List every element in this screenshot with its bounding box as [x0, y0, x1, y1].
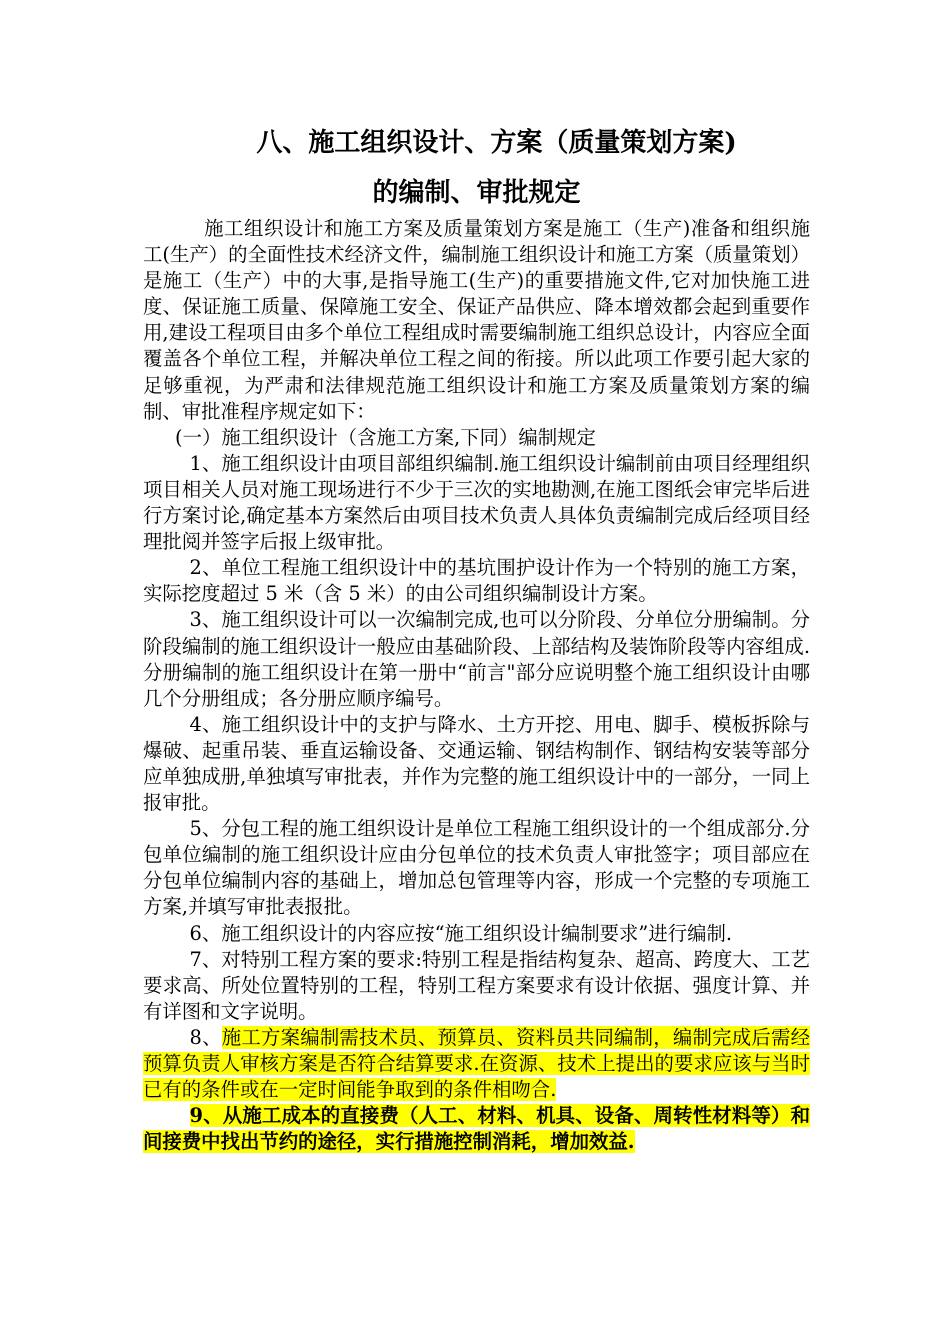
list-item: 2、单位工程施工组织设计中的基坑围护设计作为一个特别的施工方案，实际挖度超过 5 米（含 5 米）的由公司组织编制设计方案。	[143, 556, 810, 606]
document-page	[143, 128, 810, 1155]
document-body	[143, 216, 810, 1155]
document-title-line2: 的编制、审批规定	[372, 178, 581, 208]
item9-highlighted-text: 9、从施工成本的直接费（人工、材料、机具、设备、周转性材料等）和间接费中找出节约的途径，实行措施控制消耗，增加效益.	[143, 1104, 810, 1154]
item8-highlighted-text: 施工方案编制需技术员、预算员、资料员共同编制，编制完成后需经预算负责人审核方案是否符合结算要求.在资源、技术上提出的要求应该与当时已有的条件或在一定时间能争取到的条件相吻合.	[143, 1025, 811, 1102]
document-title-line1: 八、施工组织设计、方案（质量策划方案)	[256, 128, 737, 158]
list-item-highlighted	[143, 1025, 810, 1103]
list-item: 7、对特别工程方案的要求:特别工程是指结构复杂、超高、跨度大、工艺要求高、所处位置特别的工程，特别工程方案要求有设计依据、强度计算、并有详图和文字说明。	[143, 947, 810, 1023]
section-heading: (一）施工组织设计（含施工方案,下同）编制规定	[175, 425, 596, 449]
list-item: 6、施工组织设计的内容应按“施工组织设计编制要求”进行编制.	[189, 921, 733, 945]
list-item: 3、施工组织设计可以一次编制完成,也可以分阶段、分单位分册编制。分阶段编制的施工组织设计一般应由基础阶段、上部结构及装饰阶段等内容组成.分册编制的施工组织设计在第一册中“前言"部分应说明整个施工组织设计由哪几个分册组成；各分册应顺序编号。	[143, 608, 810, 710]
item8-number: 8、	[189, 1025, 222, 1049]
list-item-highlighted	[143, 1103, 810, 1155]
list-item: 1、施工组织设计由项目部组织编制.施工组织设计编制前由项目经理组织项目相关人员对施工现场进行不少于三次的实地勘测,在施工图纸会审完毕后进行方案讨论,确定基本方案然后由项目技术负责人具体负责编制完成后经项目经理批阅并签字后报上级审批。	[143, 451, 810, 554]
list-item: 5、分包工程的施工组织设计是单位工程施工组织设计的一个组成部分.分包单位编制的施工组织设计应由分包单位的技术负责人审批签字；项目部应在分包单位编制内容的基础上，增加总包管理等内容，形成一个完整的专项施工方案,并填写审批表报批。	[143, 817, 810, 919]
list-item: 4、施工组织设计中的支护与降水、土方开挖、用电、脚手、模板拆除与爆破、起重吊装、垂直运输设备、交通运输、钢结构制作、钢结构安装等部分应单独成册,单独填写审批表，并作为完整的施工组织设计中的一部分，一同上报审批。	[143, 712, 810, 815]
intro-paragraph: 施工组织设计和施工方案及质量策划方案是施工（生产)准备和组织施工(生产）的全面性技术经济文件，编制施工组织设计和施工方案（质量策划）是施工（生产）中的大事,是指导施工(生产)的重要措施文件,它对加快施工进度、保证施工质量、保障施工安全、保证产品供应、降本增效都会起到重要作用,建设工程项目由多个单位工程组成时需要编制施工组织总设计，内容应全面覆盖各个单位工程，并解决单位工程之间的衔接。所以此项工作要引起大家的足够重视，为严肃和法律规范施工组织设计和施工方案及质量策划方案的编制、审批准程序规定如下：	[143, 217, 810, 423]
